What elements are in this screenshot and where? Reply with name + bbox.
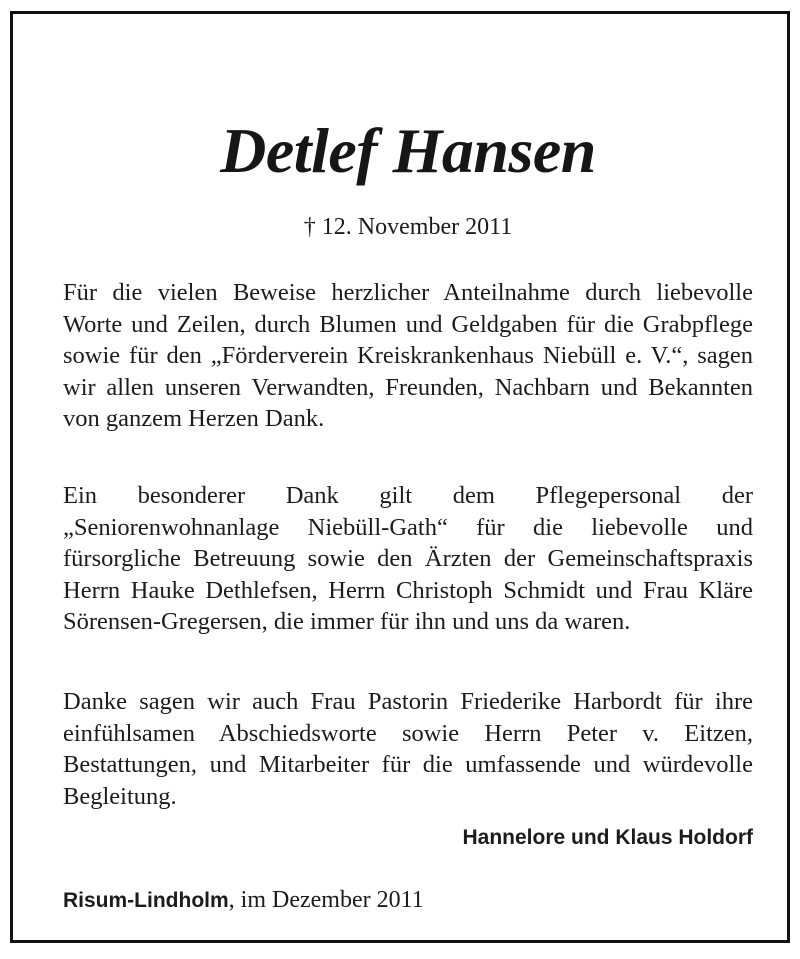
death-date: † 12. November 2011 xyxy=(303,214,513,240)
date-text: , im Dezember 2011 xyxy=(228,887,424,913)
thanks-paragraph-2: Ein besonderer Dank gilt dem Pflegepersonal der „Seniorenwohnanlage Niebüll-Gath“ für die liebevolle und fürsorgliche Betreuung sowie den Ärzten der Gemeinschaftspraxis Herrn Hauke Dethlefsen, Herrn Christoph Schmidt und Frau Kläre Sörensen-Gregersen, die immer für ihn und uns da waren. xyxy=(63,482,753,635)
notice-frame xyxy=(10,11,790,943)
deceased-name: Detlef Hansen xyxy=(220,115,596,186)
thanks-paragraph-1: Für die vielen Beweise herzlicher Anteilnahme durch liebevolle Worte und Zeilen, durch Blumen und Geldgaben für die Grabpflege sowie für den „Förderverein Kreiskrankenhaus Niebüll e. V.“, sagen wir allen unseren Verwandten, Freunden, Nachbarn und Bekannten von ganzem Herzen Dank. xyxy=(63,279,753,432)
thanks-paragraph-3: Danke sagen wir auch Frau Pastorin Friederike Harbordt für ihre einfühlsamen Abschiedsworte sowie Herrn Peter v. Eitzen, Bestattungen, und Mitarbeiter für die umfassende und würdevolle Begleitung. xyxy=(63,688,753,810)
signature: Hannelore und Klaus Holdorf xyxy=(462,826,753,849)
place-name: Risum-Lindholm xyxy=(63,889,229,912)
place-date-line xyxy=(63,886,753,915)
